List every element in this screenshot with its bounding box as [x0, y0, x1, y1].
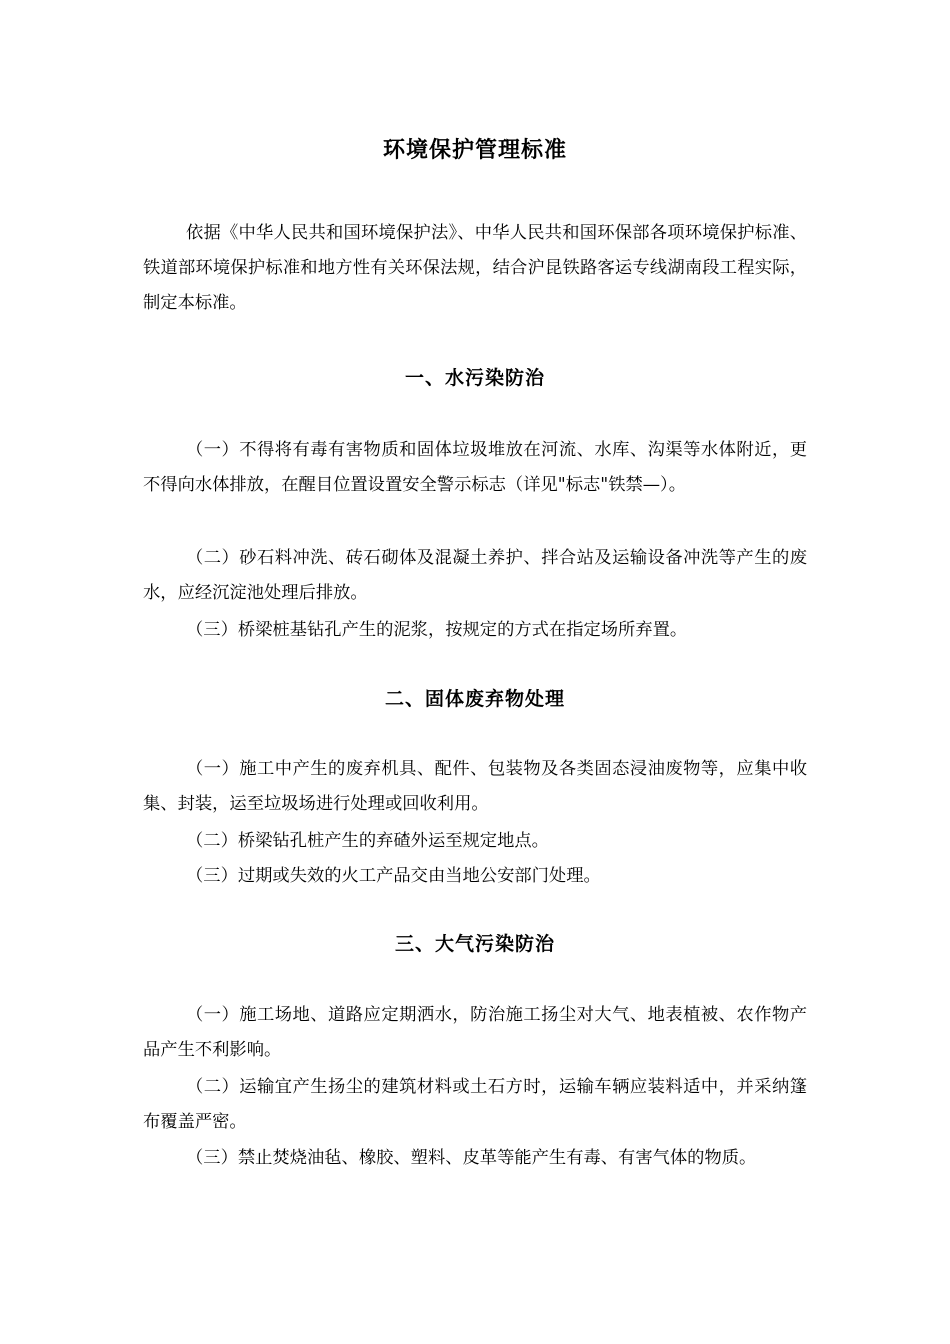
intro-paragraph: 依据《中华人民共和国环境保护法》、中华人民共和国环保部各项环境保护标准、铁道部环境保护标准和地方性有关环保法规，结合沪昆铁路客运专线湖南段工程实际，制定本标准。 [143, 223, 807, 313]
air-item-3: （三）禁止焚烧油毡、橡胶、塑料、皮革等能产生有毒、有害气体的物质。 [186, 1148, 757, 1168]
solid-waste-item-1: （一）施工中产生的废弃机具、配件、包装物及各类固态浸油废物等，应集中收集、封装，运至垃圾场进行处理或回收利用。 [143, 759, 807, 814]
air-item-1: （一）施工场地、道路应定期洒水，防治施工扬尘对大气、地表植被、农作物产品产生不利影响。 [143, 1005, 807, 1060]
water-item-1: （一）不得将有毒有害物质和固体垃圾堆放在河流、水库、沟渠等水体附近，更不得向水体排放，在醒目位置设置安全警示标志（详见"标志"铁禁—）。 [143, 440, 807, 495]
solid-waste-item-3: （三）过期或失效的火工产品交由当地公安部门处理。 [186, 866, 601, 886]
air-item-2: （二）运输宜产生扬尘的建筑材料或土石方时，运输车辆应装料适中，并采纳篷布覆盖严密。 [143, 1077, 807, 1132]
water-item-3: （三）桥梁桩基钻孔产生的泥浆，按规定的方式在指定场所弃置。 [186, 620, 688, 640]
solid-waste-item-2: （二）桥梁钻孔桩产生的弃碴外运至规定地点。 [186, 831, 549, 851]
water-item-2: （二）砂石料冲洗、砖石砌体及混凝土养护、拌合站及运输设备冲洗等产生的废水，应经沉淀池处理后排放。 [143, 548, 807, 603]
section-heading-water: 一、水污染防治 [404, 367, 545, 389]
section-heading-air: 三、大气污染防治 [394, 933, 555, 955]
section-heading-solid-waste: 二、固体废弃物处理 [384, 688, 565, 710]
document-title: 环境保护管理标准 [382, 137, 567, 163]
